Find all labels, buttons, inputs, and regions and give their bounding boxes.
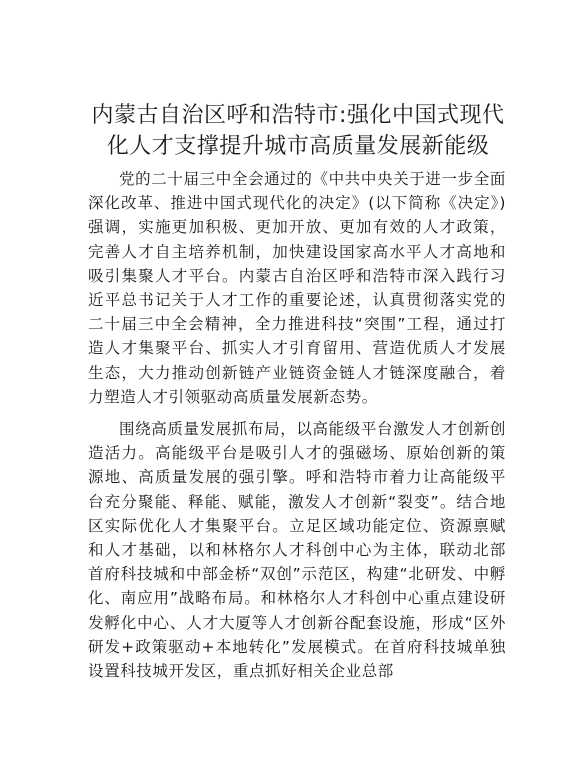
paragraph-intro: 党的二十届三中全会通过的《中共中央关于进一步全面深化改革、推进中国式现代化的决定》(以下简称《决定》)强调，实施更加积极、更加开放、更加有效的人才政策，完善人才自主培养机制，加快建设国家高水平人才高地和吸引集聚人才平台。内蒙古自治区呼和浩特市深入践行习近平总书记关于人才工作的重要论述，认真贯彻落实党的二十届三中全会精神，全力推进科技“突围”工程，通过打造人才集聚平台、抓实人才引育留用、营造优质人才发展生态，大力推动创新链产业链资金链人才链深度融合，着力塑造人才引领驱动高质量发展新态势。 [88,170,506,406]
document-body [88,167,506,691]
paragraph-platform: 围绕高质量发展抓布局，以高能级平台激发人才创新创造活力。高能级平台是吸引人才的强磁场、原始创新的策源地、高质量发展的强引擎。呼和浩特市着力让高能级平台充分聚能、释能、赋能，激发人才创新“裂变”。结合地区实际优化人才集聚平台。立足区域功能定位、资源禀赋和人才基础，以和林格尔人才科创中心为主体，联动北部首府科技城和中部金桥“双创”示范区，构建“北研发、中孵化、南应用”战略布局。和林格尔人才科创中心重点建设研发孵化中心、人才大厦等人才创新谷配套设施，形成“区外研发+政策驱动+本地转化”发展模式。在首府科技城单独设置科技城开发区，重点抓好相关企业总部 [88,420,506,681]
document-title: 内蒙古自治区呼和浩特市:强化中国式现代化人才支撑提升城市高质量发展新能级 [91,103,505,159]
